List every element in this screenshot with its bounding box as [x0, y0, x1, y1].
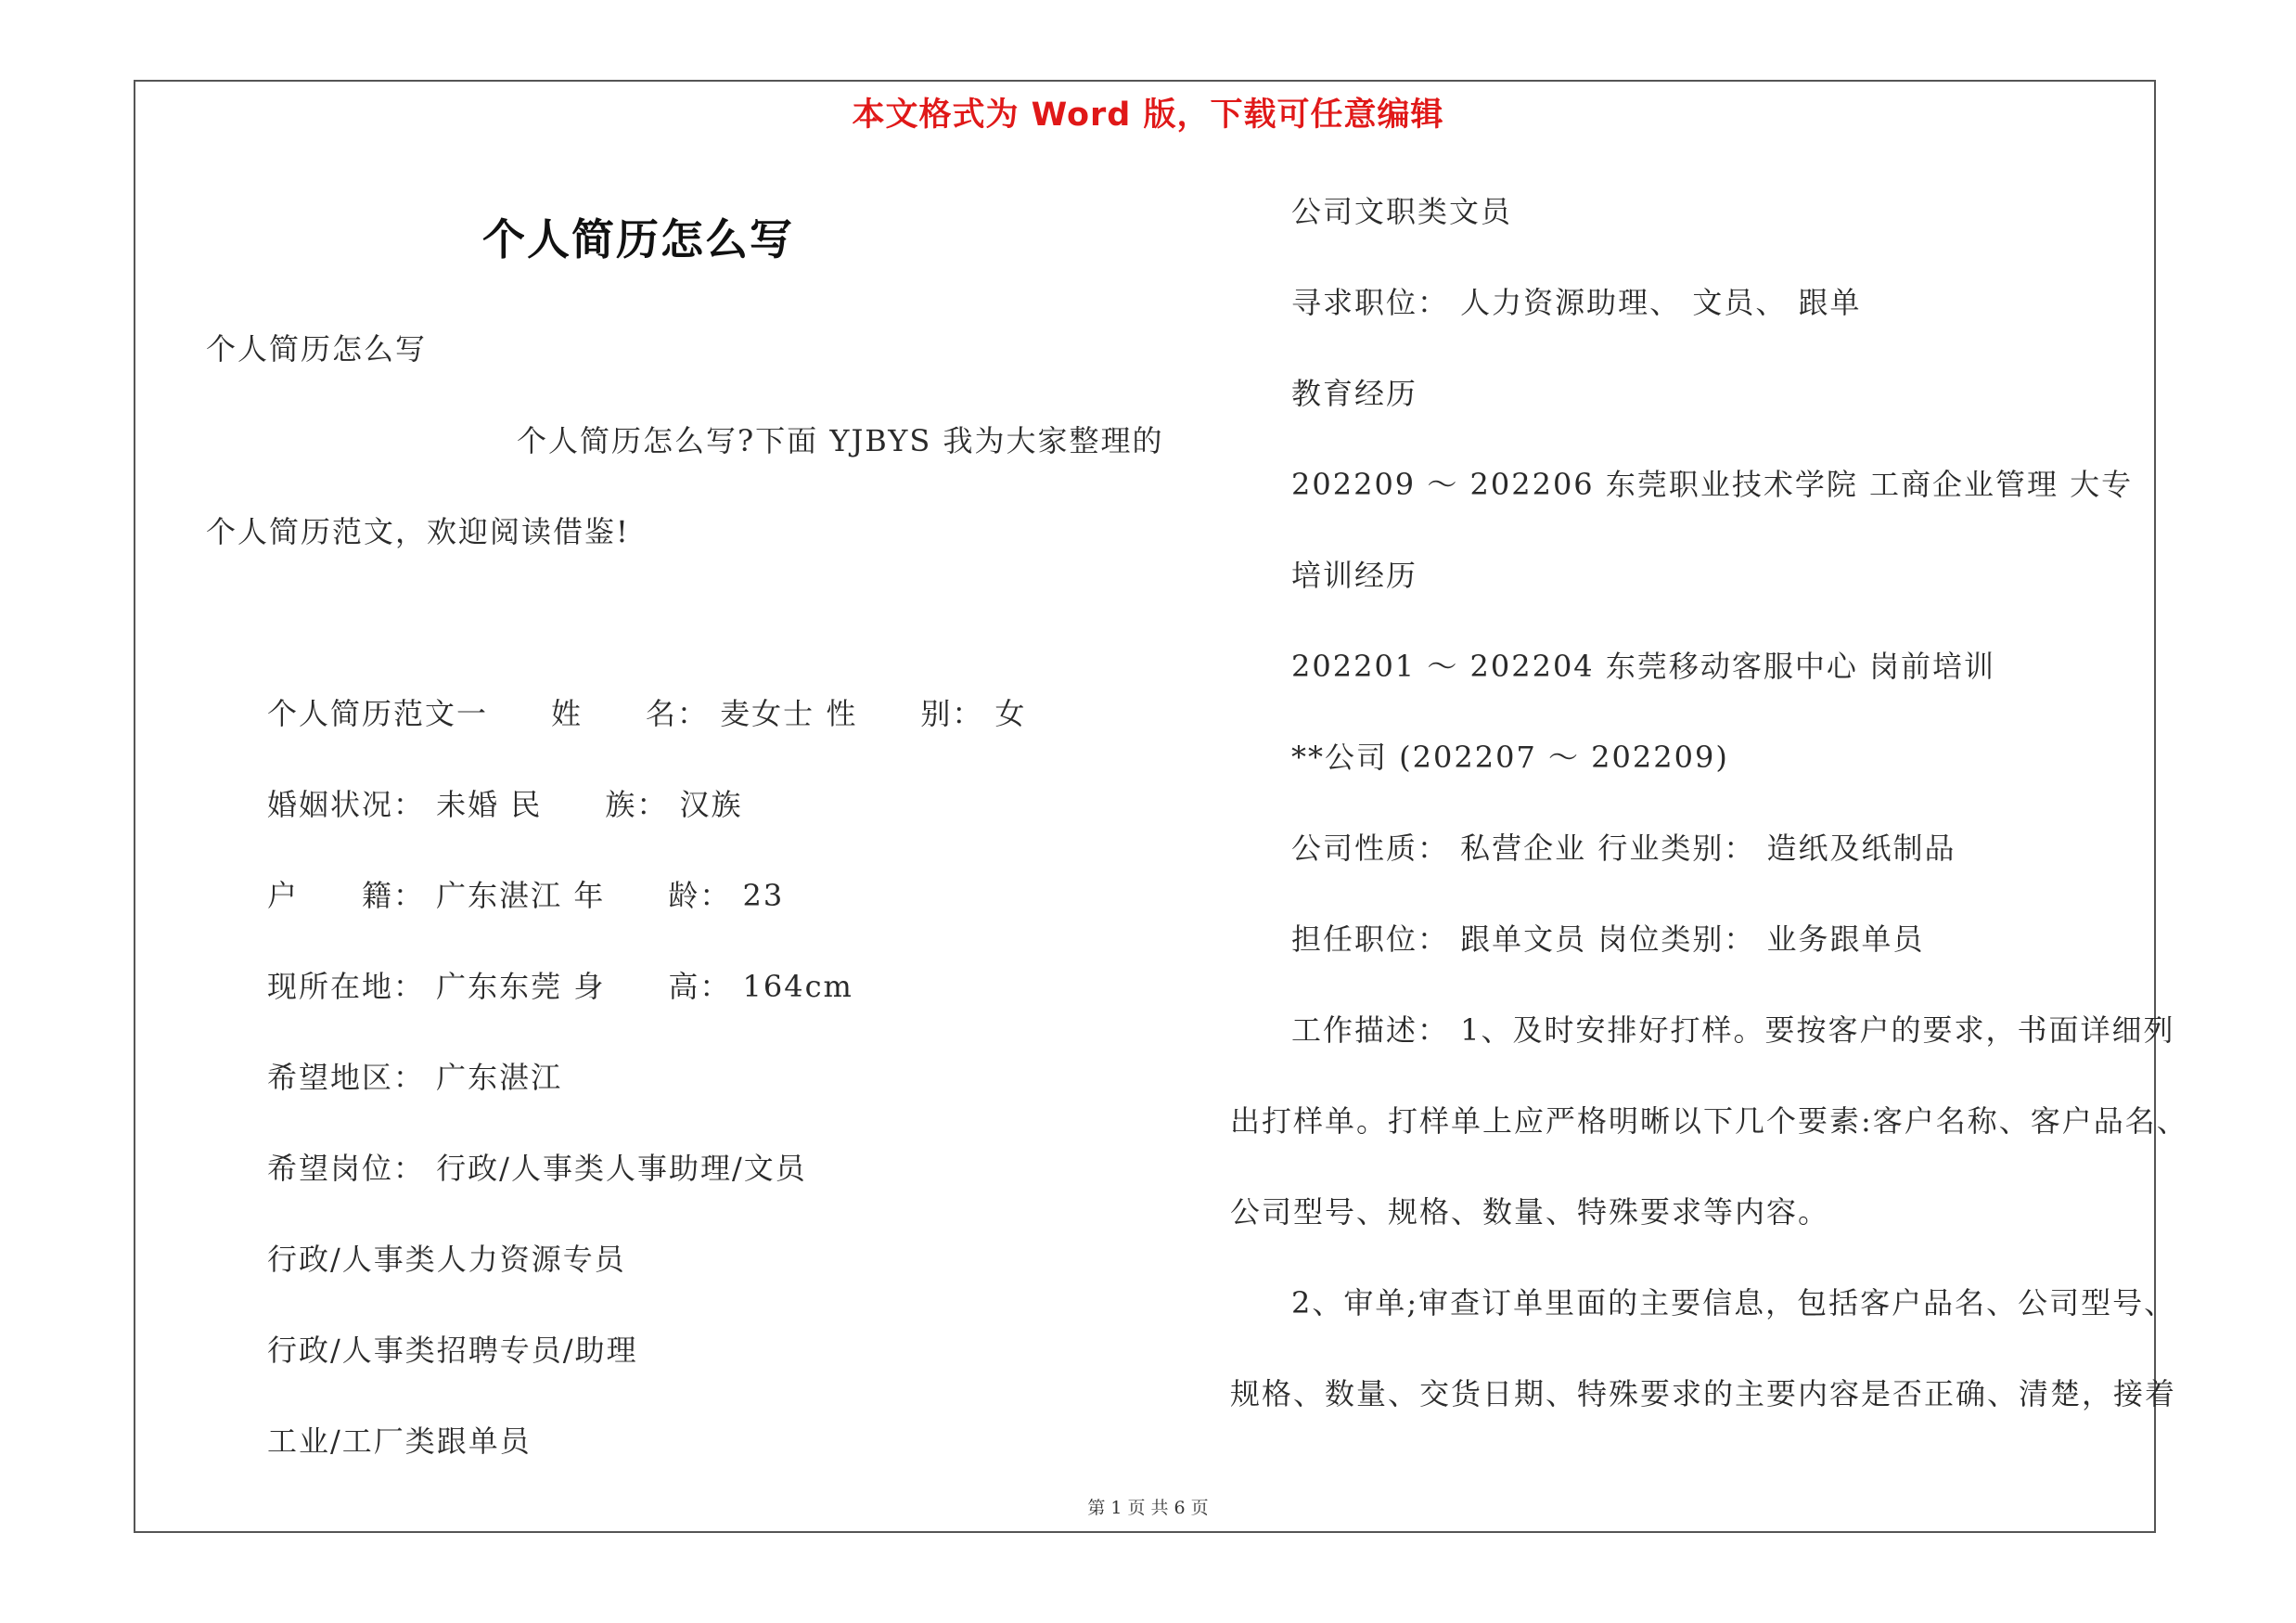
right-line: 公司性质： 私营企业 行业类别： 造纸及纸制品: [1291, 831, 1956, 866]
right-line: 202209 ～ 202206 东莞职业技术学院 工商企业管理 大专: [1291, 467, 2134, 502]
format-banner: 本文格式为 Word 版，下载可任意编辑: [852, 97, 1444, 134]
left-line: 行政/人事类招聘专员/助理: [267, 1333, 638, 1368]
right-line: 规格、数量、交货日期、特殊要求的主要内容是否正确、清楚，接着: [1230, 1376, 2177, 1411]
left-line: 希望地区： 广东湛江: [267, 1060, 563, 1095]
left-line: 户 籍： 广东湛江 年 龄： 23: [267, 878, 785, 913]
right-line: **公司 (202207 ～ 202209): [1291, 740, 1729, 775]
left-line: 现所在地： 广东东莞 身 高： 164cm: [267, 969, 853, 1004]
right-line: 公司文职类文员: [1291, 194, 1513, 229]
right-line: 202201 ～ 202204 东莞移动客服中心 岗前培训: [1291, 649, 1996, 684]
left-line: 希望岗位： 行政/人事类人事助理/文员: [267, 1151, 807, 1186]
right-line: 出打样单。打样单上应严格明晰以下几个要素:客户名称、客户品名、: [1230, 1103, 2188, 1139]
left-line: 行政/人事类人力资源专员: [267, 1242, 626, 1277]
left-line: 个人简历范文一 姓 名： 麦女士 性 别： 女: [267, 696, 1027, 731]
right-line: 寻求职位： 人力资源助理、 文员、 跟单: [1291, 285, 1862, 320]
left-line: 个人简历怎么写?下面 YJBYS 我为大家整理的: [517, 423, 1164, 458]
left-line: 婚姻状况： 未婚 民 族： 汉族: [267, 787, 743, 822]
page-number: 第 1 页 共 6 页: [1087, 1498, 1209, 1518]
document-title: 个人简历怎么写: [482, 214, 794, 264]
right-line: 教育经历: [1291, 376, 1418, 411]
right-line: 担任职位： 跟单文员 岗位类别： 业务跟单员: [1291, 921, 1925, 957]
left-line: 个人简历怎么写: [206, 331, 428, 367]
left-line: 工业/工厂类跟单员: [267, 1423, 532, 1459]
right-line: 培训经历: [1291, 558, 1418, 593]
right-line: 公司型号、规格、数量、特殊要求等内容。: [1230, 1194, 1830, 1230]
right-line: 2、审单;审查订单里面的主要信息，包括客户品名、公司型号、: [1291, 1285, 2176, 1320]
right-line: 工作描述： 1、及时安排好打样。要按客户的要求，书面详细列: [1291, 1012, 2175, 1048]
left-line: 个人简历范文，欢迎阅读借鉴!: [206, 514, 630, 549]
